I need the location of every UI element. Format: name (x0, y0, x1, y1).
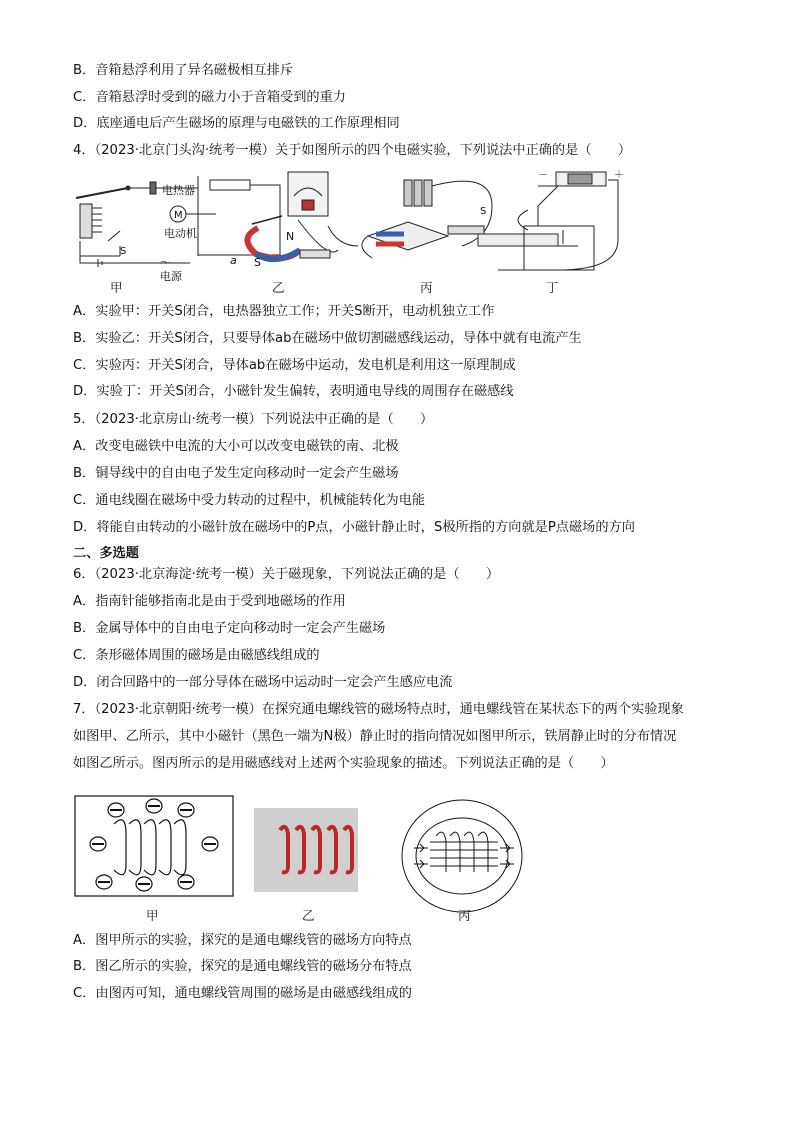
svg-text:电动机: 电动机 (164, 227, 197, 240)
caption-bing: 丙 (420, 280, 433, 295)
fig7-caption-bing: 丙 (458, 908, 471, 923)
option-6d: D．闭合回路中的一部分导体在磁场中运动时一定会产生感应电流 (73, 675, 453, 690)
question-4-stem: 4．（2023·北京门头沟·统考一模）关于如图所示的四个电磁实验，下列说法中正确的是（ ） (73, 143, 632, 158)
option-5a: A．改变电磁铁中电流的大小可以改变电磁铁的南、北极 (73, 439, 399, 454)
section-heading: 二、多选题 (73, 546, 139, 561)
question-7-stem-3: 如图乙所示。图丙所示的是用磁感线对上述两个实验现象的描述。下列说法正确的是（ ） (73, 756, 614, 771)
svg-text:电源: 电源 (160, 270, 182, 283)
option-6c: C．条形磁体周围的磁场是由磁感线组成的 (73, 648, 320, 663)
option-4a: A．实验甲：开关S闭合，电热器独立工作；开关S断开，电动机独立工作 (73, 304, 495, 319)
svg-text:＋: ＋ (614, 170, 624, 181)
option-6b: B．金属导体中的自由电子定向移动时一定会产生磁场 (73, 621, 386, 636)
figure-7-yi (254, 808, 358, 892)
figure-7 (74, 784, 534, 926)
option-4c: C．实验丙：开关S闭合，导体ab在磁场中运动，发电机是利用这一原理制成 (73, 358, 516, 373)
svg-text:～: ～ (160, 256, 171, 269)
experiment-bing-diagram (362, 180, 558, 258)
svg-text:a: a (230, 254, 237, 267)
caption-yi: 乙 (272, 280, 285, 295)
option-3b: B．音箱悬浮利用了异名磁极相互排斥 (73, 63, 294, 78)
svg-text:N: N (286, 230, 295, 243)
question-7-stem-2: 如图甲、乙所示，其中小磁针（黑色一端为N极）静止时的指向情况如图甲所示，铁屑静止时的分布情况 (73, 729, 677, 744)
option-3c: C．音箱悬浮时受到的磁力小于音箱受到的重力 (73, 90, 346, 105)
figure-7-bing (402, 800, 522, 912)
figure-4 (68, 166, 628, 296)
option-5c: C．通电线圈在磁场中受力转动的过程中，机械能转化为电能 (73, 493, 426, 508)
option-6a: A．指南针能够指南北是由于受到地磁场的作用 (73, 594, 346, 609)
svg-text:S: S (120, 246, 127, 257)
svg-text:S: S (254, 256, 261, 269)
experiment-ding-diagram (498, 172, 618, 270)
option-7c: C．由图丙可知，通电螺线管周围的磁场是由磁感线组成的 (73, 986, 412, 1001)
option-7a: A．图甲所示的实验，探究的是通电螺线管的磁场方向特点 (73, 933, 412, 948)
question-6-stem: 6．（2023·北京海淀·统考一模）关于磁现象，下列说法正确的是（ ） (73, 567, 500, 582)
option-4d: D．实验丁：开关S闭合，小磁针发生偏转，表明通电导线的周围存在磁感线 (73, 384, 514, 399)
figure-7-jia (75, 796, 233, 896)
caption-jia: 甲 (110, 280, 123, 295)
question-7-stem-1: 7．（2023·北京朝阳·统考一模）在探究通电螺线管的磁场特点时，通电螺线管在某状态下的两个实验现象 (73, 702, 684, 717)
question-5-stem: 5．（2023·北京房山·统考一模）下列说法中正确的是（ ） (73, 412, 434, 427)
caption-ding: 丁 (546, 280, 559, 295)
option-5d: D．将能自由转动的小磁针放在磁场中的P点，小磁针静止时，S极所指的方向就是P点磁场的方向 (73, 520, 635, 535)
option-3d: D．底座通电后产生磁场的原理与电磁铁的工作原理相同 (73, 116, 400, 131)
option-5b: B．铜导线中的自由电子发生定向移动时一定会产生磁场 (73, 466, 399, 481)
svg-text:电热器: 电热器 (162, 184, 195, 197)
fig7-caption-jia: 甲 (146, 908, 159, 923)
option-4b: B．实验乙：开关S闭合，只要导体ab在磁场中做切割磁感线运动，导体中就有电流产生 (73, 331, 582, 346)
svg-text:M: M (174, 210, 183, 221)
option-7b: B．图乙所示的实验，探究的是通电螺线管的磁场分布特点 (73, 959, 412, 974)
svg-text:－: － (538, 170, 548, 181)
svg-text:S: S (480, 206, 487, 217)
fig7-caption-yi: 乙 (302, 908, 315, 923)
